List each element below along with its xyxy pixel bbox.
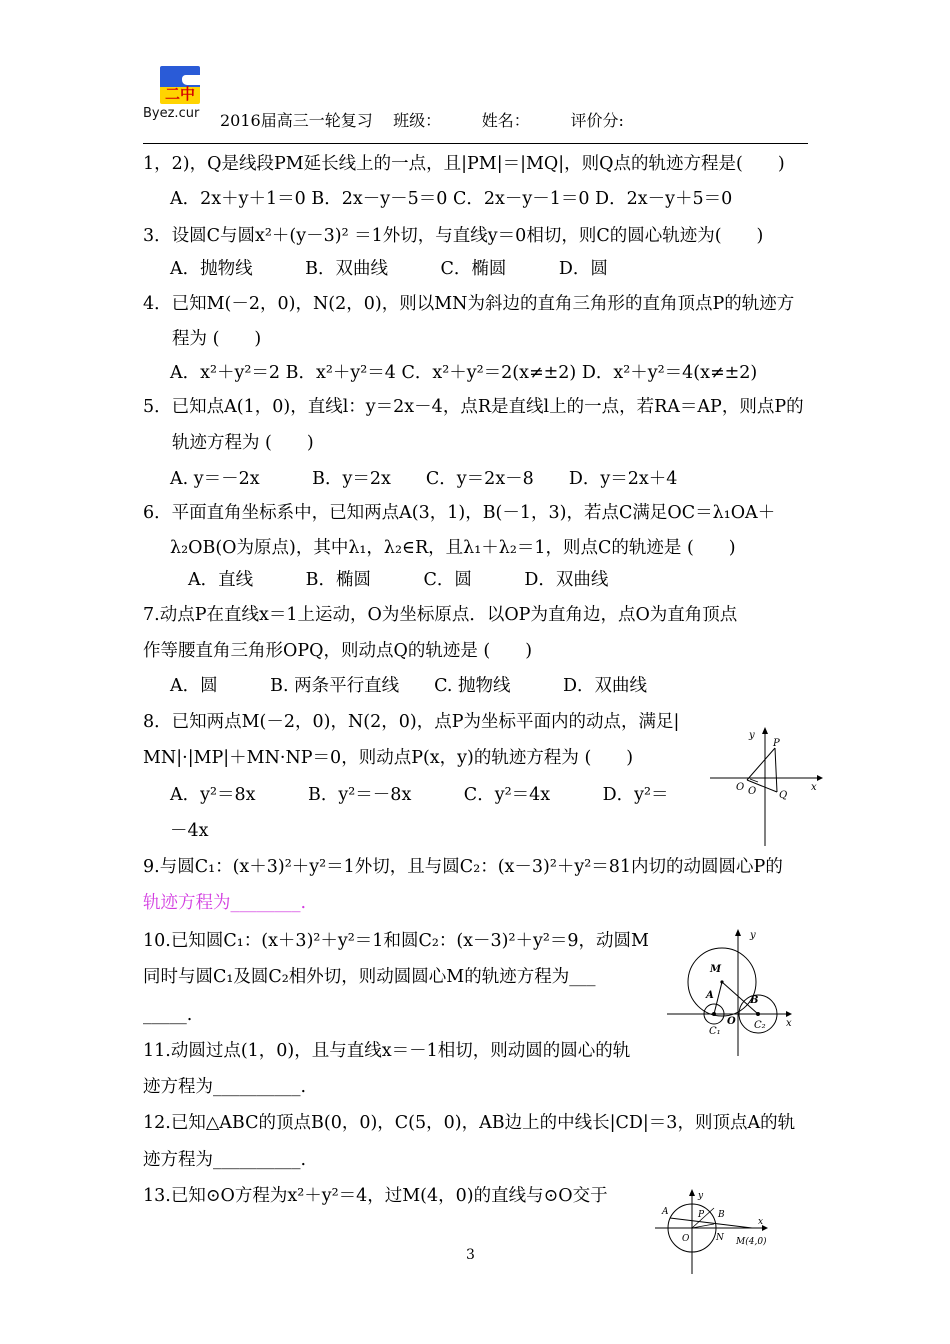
- page-number: 3: [466, 1247, 475, 1263]
- svg-text:C₁: C₁: [709, 1026, 721, 1037]
- figure-problem-8: [705, 722, 825, 850]
- svg-text:M: M: [710, 964, 722, 975]
- figure-problem-10: [664, 926, 798, 1058]
- svg-text:Q: Q: [779, 790, 788, 801]
- text-line: 轨迹方程为 ( ): [172, 433, 314, 453]
- text-line: A．圆 B. 两条平行直线 C. 抛物线 D．双曲线: [170, 676, 648, 696]
- svg-text:y: y: [698, 1191, 704, 1201]
- svg-text:A: A: [662, 1207, 669, 1217]
- text-line: 10.已知圆C₁：(x＋3)²＋y²＝1和圆C₂：(x－3)²＋y²＝9，动圆M: [143, 931, 649, 951]
- text-line: 13.已知⊙O方程为x²＋y²＝4，过M(4，0)的直线与⊙O交于: [143, 1186, 608, 1206]
- svg-text:M(4,0): M(4,0): [736, 1237, 767, 1247]
- page-header: 2016届高三一轮复习 班级： 姓名： 评价分:: [220, 111, 624, 130]
- text-line: －4x: [170, 821, 209, 841]
- school-logo: [143, 64, 215, 124]
- svg-text:B: B: [718, 1210, 725, 1220]
- text-line: 6．平面直角坐标系中，已知两点A(3，1)，B(－1，3)，若点C满足OC＝λ₁OA＋: [143, 503, 776, 523]
- text-line: 5．已知点A(1，0)，直线l：y＝2x－4，点R是直线l上的一点，若RA＝AP，则点P的: [143, 397, 804, 417]
- svg-text:y: y: [749, 730, 755, 741]
- svg-text:y: y: [750, 930, 756, 941]
- text-line: A．2x＋y＋1＝0 B．2x－y－5＝0 C．2x－y－1＝0 D．2x－y＋5＝0: [170, 189, 733, 209]
- text-line: 8．已知两点M(－2，0)，N(2，0)，点P为坐标平面内的动点，满足|: [143, 712, 680, 732]
- header-divider: [143, 143, 808, 144]
- svg-text:N: N: [716, 1233, 724, 1243]
- text-line: A．直线 B．椭圆 C．圆 D．双曲线: [188, 570, 609, 590]
- svg-text:x: x: [811, 782, 817, 793]
- text-line: A．y²＝8x B．y²＝－8x C．y²＝4x D．y²＝: [170, 785, 669, 805]
- svg-text:A: A: [706, 990, 714, 1001]
- svg-text:B: B: [750, 995, 759, 1006]
- text-line: A. y＝－2x B．y＝2x C．y＝2x－8 D．y＝2x＋4: [170, 469, 678, 489]
- text-line: 1，2)，Q是线段PM延长线上的一点，且|PM|＝|MQ|，则Q点的轨迹方程是( ): [143, 154, 785, 174]
- text-line: 9.与圆C₁：(x＋3)²＋y²＝1外切，且与圆C₂：(x－3)²＋y²＝81内切的动圆圆心P的: [143, 857, 783, 877]
- svg-text:O: O: [736, 782, 745, 793]
- text-line: _____.: [143, 1005, 193, 1025]
- text-line: 11.动圆过点(1，0)，且与直线x＝－1相切，则动圆的圆心的轨: [143, 1041, 631, 1061]
- text-line: λ₂OB(O为原点)，其中λ₁，λ₂∈R，且λ₁＋λ₂＝1，则点C的轨迹是 ( ): [170, 538, 736, 558]
- text-line: 4．已知M(－2，0)，N(2，0)，则以MN为斜边的直角三角形的直角顶点P的轨迹方: [143, 294, 795, 314]
- svg-text:O: O: [682, 1234, 690, 1244]
- svg-text:x: x: [758, 1217, 764, 1227]
- svg-text:O: O: [727, 1016, 736, 1027]
- text-line: 同时与圆C₁及圆C₂相外切，则动圆圆心M的轨迹方程为___: [143, 967, 596, 987]
- text-line: 程为 ( ): [172, 329, 262, 349]
- logo-text: 二中: [164, 85, 195, 103]
- svg-text:O: O: [748, 786, 757, 797]
- text-line: 迹方程为__________.: [143, 1077, 307, 1097]
- text-line: MN|·|MP|＋MN·NP＝0，则动点P(x，y)的轨迹方程为 ( ): [143, 748, 634, 768]
- svg-text:P: P: [773, 738, 780, 749]
- text-line: 迹方程为__________.: [143, 1150, 307, 1170]
- svg-text:P: P: [698, 1210, 705, 1220]
- text-line: 7.动点P在直线x＝1上运动，O为坐标原点．以OP为直角边，点O为直角顶点: [143, 605, 738, 625]
- text-line: 轨迹方程为________.: [143, 893, 307, 913]
- text-line: 12.已知△ABC的顶点B(0，0)，C(5，0)，AB边上的中线长|CD|＝3，则顶点A的轨: [143, 1113, 796, 1133]
- text-line: A．x²＋y²＝2 B．x²＋y²＝4 C．x²＋y²＝2(x≠±2) D．x²＋y²＝4(x≠±2): [170, 363, 758, 383]
- text-line: A．抛物线 B．双曲线 C．椭圆 D．圆: [170, 259, 608, 279]
- text-line: 3．设圆C与圆x²＋(y－3)² ＝1外切，与直线y＝0相切，则C的圆心轨迹为( ): [143, 226, 764, 246]
- figure-problem-13: [652, 1186, 788, 1278]
- text-line: 作等腰直角三角形OPQ，则动点Q的轨迹是 ( ): [143, 641, 533, 661]
- logo-url: Byez.cur: [143, 106, 200, 121]
- svg-text:C₂: C₂: [754, 1020, 766, 1031]
- svg-text:x: x: [786, 1018, 792, 1029]
